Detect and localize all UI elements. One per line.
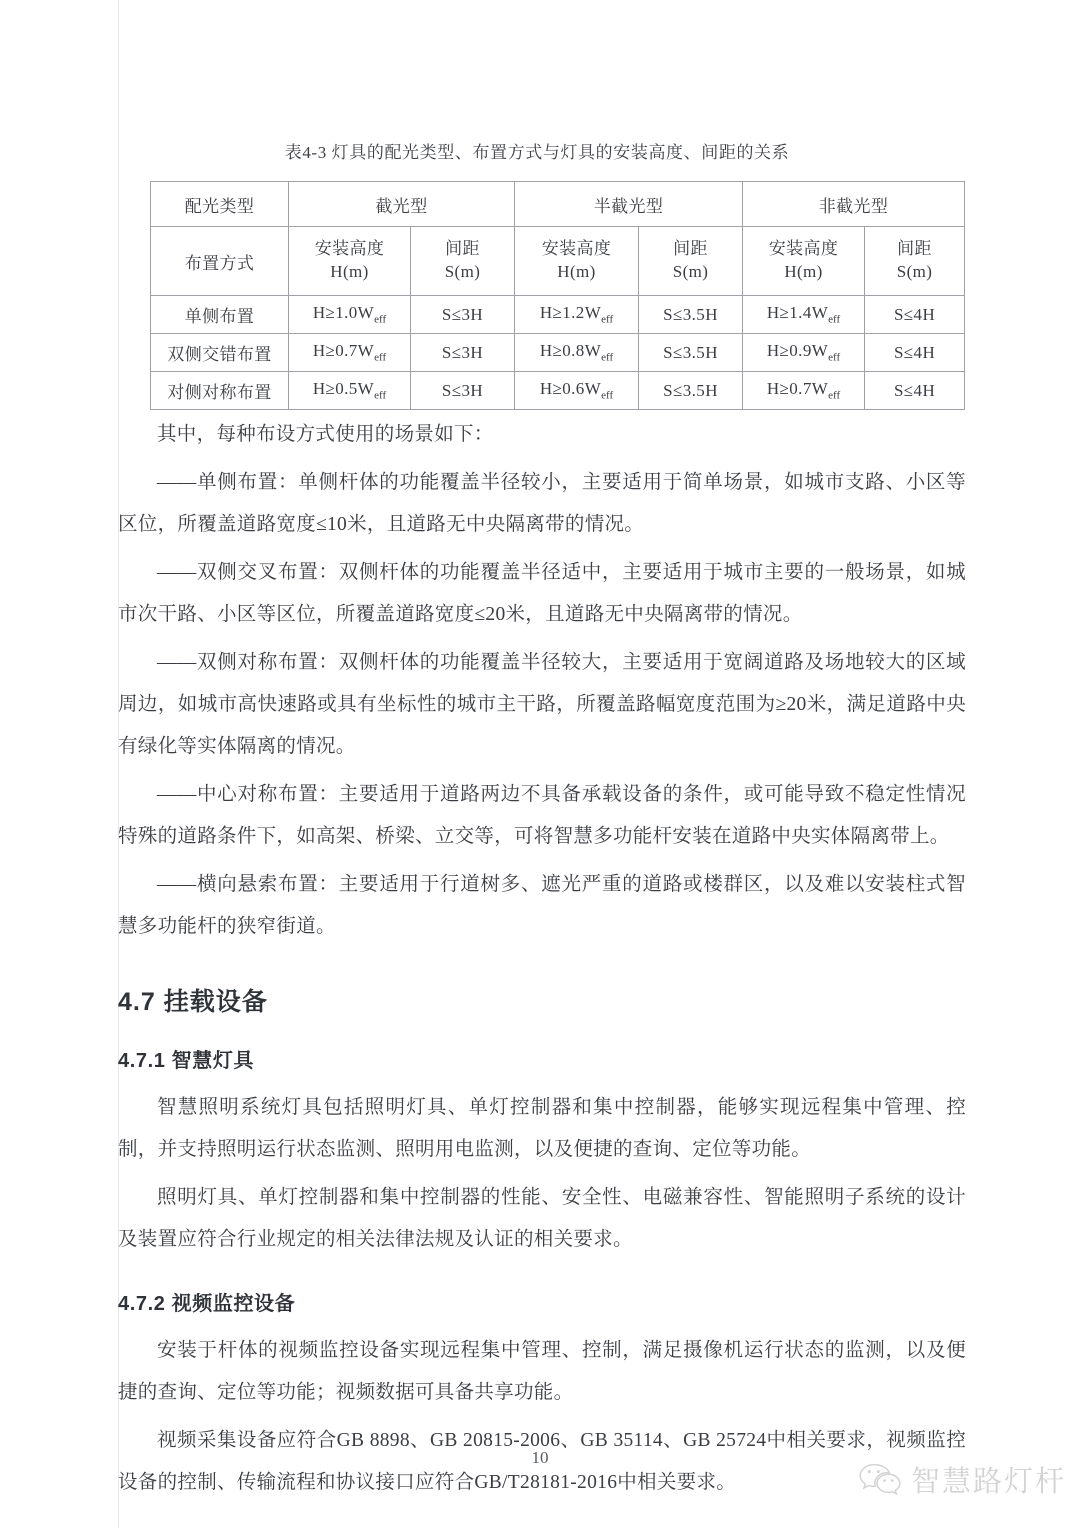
spacing-label-text: 间距 [445,239,480,259]
paragraph-intro: 其中，每种布设方式使用的场景如下： [157,424,494,445]
cell-cutoff-spacing: S≤3H [411,334,515,372]
spacing-label-text: 间距 [897,239,932,259]
height-unit-text: H(m) [557,262,596,281]
value-text: H≥0.7W [312,341,375,361]
table-row [151,372,965,410]
cell-non-spacing: S≤4H [865,372,965,410]
table-header-semi-spacing [639,227,743,296]
table-row [151,334,965,372]
cell-semi-spacing: S≤3.5H [639,296,743,334]
table-header-cutoff-spacing [411,227,515,296]
paragraph-4-7-1-b: 照明灯具、单灯控制器和集中控制器的性能、安全性、电磁兼容性、智能照明子系统的设计及装置应符合行业规定的相关法律法规及认证的相关要求。 [118,1187,966,1250]
value-subscript: eff [828,313,841,326]
table-header-row-metrics [151,227,965,296]
cell-semi-spacing: S≤3.5H [639,334,743,372]
bullet-double-side-symmetric-layout: ——双侧对称布置：双侧杆体的功能覆盖半径较大，主要适用于宽阔道路及场地较大的区域周边，如城市高快速路或具有坐标性的城市主干路，所覆盖路幅宽度范围为≥20米，满足道路中央有绿化等实体隔离的情况。 [118,652,966,757]
table-header-corner-bottom: 布置方式 [151,227,289,296]
cell-non-height [743,334,865,372]
spacing-unit-text: S(m) [672,262,709,281]
cell-semi-spacing: S≤3.5H [639,372,743,410]
paragraph-4-7-2-a: 安装于杆体的视频监控设备实现远程集中管理、控制，满足摄像机运行状态的监测，以及便捷的查询、定位等功能；视频数据可具备共享功能。 [118,1340,966,1403]
body-content [118,414,966,1510]
cell-non-spacing: S≤4H [865,334,965,372]
luminaire-layout-table [150,181,965,410]
cell-semi-height [515,334,639,372]
bullet-transverse-catenary-layout: ——横向悬索布置：主要适用于行道树多、遮光严重的道路或楼群区，以及难以安装柱式智慧多功能杆的狭窄街道。 [118,874,966,937]
value-subscript: eff [374,313,387,326]
table-header-non-spacing [865,227,965,296]
wechat-icon [859,1463,901,1497]
cell-semi-height [515,296,639,334]
cell-layout-type: 对侧对称布置 [151,372,289,410]
value-subscript: eff [828,389,841,402]
table-header-cutoff-height [289,227,411,296]
spacing-unit-text: S(m) [444,262,481,281]
value-subscript: eff [601,313,614,326]
value-text: H≥1.4W [766,303,829,323]
page-number: 10 [531,1448,549,1467]
value-text: H≥0.5W [312,379,375,399]
section-heading-4-7-1: 4.7.1 智慧灯具 [118,1050,255,1072]
spacing-unit-text: S(m) [896,262,933,281]
table-header-corner-top: 配光类型 [151,182,289,227]
cell-semi-height [515,372,639,410]
cell-layout-type: 单侧布置 [151,296,289,334]
table-header-group-semi-cutoff: 半截光型 [515,182,743,227]
value-text: H≥0.7W [766,379,829,399]
value-subscript: eff [374,351,387,364]
table-header-semi-height [515,227,639,296]
watermark-text: 智慧路灯杆 [910,1466,1066,1498]
cell-cutoff-spacing: S≤3H [411,296,515,334]
paragraph-4-7-2-b: 视频采集设备应符合GB 8898、GB 20815-2006、GB 35114、GB 25724中相关要求，视频监控设备的控制、传输流程和协议接口应符合GB/T28181-2016中相关要求。 [118,1430,966,1493]
cell-cutoff-spacing: S≤3H [411,372,515,410]
value-subscript: eff [601,389,614,402]
table-header-row-groups [151,182,965,227]
height-unit-text: H(m) [330,262,369,281]
value-text: H≥0.8W [539,341,602,361]
cell-layout-type: 双侧交错布置 [151,334,289,372]
cell-non-height [743,296,865,334]
cell-cutoff-height [289,372,411,410]
table-header-group-cutoff: 截光型 [289,182,515,227]
table-header-non-height [743,227,865,296]
value-text: H≥1.2W [539,303,602,323]
table-header-group-non-cutoff: 非截光型 [743,182,965,227]
section-heading-4-7-2: 4.7.2 视频监控设备 [118,1293,296,1315]
bullet-center-symmetric-layout: ——中心对称布置：主要适用于道路两边不具备承载设备的条件，或可能导致不稳定性情况特殊的道路条件下，如高架、桥梁、立交等，可将智慧多功能杆安装在道路中央实体隔离带上。 [118,784,966,847]
bullet-single-side-layout: ——单侧布置：单侧杆体的功能覆盖半径较小，主要适用于简单场景，如城市支路、小区等区位，所覆盖道路宽度≤10米，且道路无中央隔离带的情况。 [118,472,966,535]
paragraph-4-7-1-a: 智慧照明系统灯具包括照明灯具、单灯控制器和集中控制器，能够实现远程集中管理、控制，并支持照明运行状态监测、照明用电监测，以及便捷的查询、定位等功能。 [118,1097,966,1160]
height-label-text: 安装高度 [314,239,385,259]
table-caption: 表4-3 灯具的配光类型、布置方式与灯具的安装高度、间距的关系 [284,143,790,162]
cell-non-height [743,372,865,410]
bullet-double-side-staggered-layout: ——双侧交叉布置：双侧杆体的功能覆盖半径适中，主要适用于城市主要的一般场景，如城市次干路、小区等区位，所覆盖道路宽度≤20米，且道路无中央隔离带的情况。 [118,562,966,625]
height-label-text: 安装高度 [768,239,839,259]
cell-non-spacing: S≤4H [865,296,965,334]
section-heading-4-7: 4.7 挂载设备 [118,988,268,1016]
cell-cutoff-height [289,334,411,372]
table-block [150,138,936,410]
value-text: H≥0.6W [539,379,602,399]
height-unit-text: H(m) [784,262,823,281]
watermark [859,1459,1066,1500]
cell-cutoff-height [289,296,411,334]
value-text: H≥0.9W [766,341,829,361]
value-text: H≥1.0W [312,303,375,323]
value-subscript: eff [374,389,387,402]
value-subscript: eff [828,351,841,364]
value-subscript: eff [601,351,614,364]
table-row [151,296,965,334]
spacing-label-text: 间距 [673,239,708,259]
height-label-text: 安装高度 [541,239,612,259]
